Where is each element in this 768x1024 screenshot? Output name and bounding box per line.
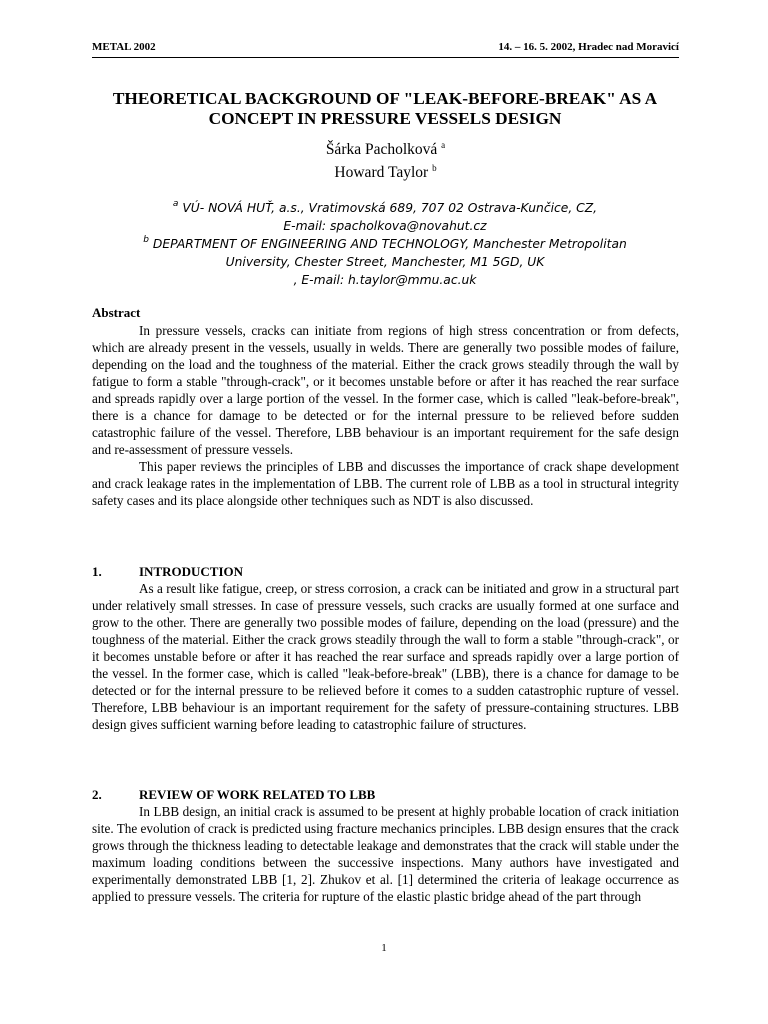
author-1-name: Šárka Pacholková [325, 141, 438, 158]
conference-date-place: 14. – 16. 5. 2002, Hradec nad Moravicí [498, 41, 679, 53]
author-1-affiliation-mark: a [441, 140, 446, 150]
section-2-heading [92, 787, 375, 803]
author-2-name: Howard Taylor [334, 164, 429, 181]
page-number: 1 [381, 942, 387, 954]
section-2-number: 2. [92, 787, 102, 802]
affiliation-b-mark: b [143, 235, 149, 245]
abstract-body [92, 322, 679, 509]
affiliation-a-mark: a [172, 199, 179, 209]
title-line-1: THEORETICAL BACKGROUND OF "LEAK-BEFORE-BREAK" AS A [112, 89, 658, 108]
section-1-number: 1. [92, 564, 102, 579]
affiliation-b-email: , E-mail: h.taylor@mmu.ac.uk [293, 273, 477, 287]
section-2-paragraph-1: In LBB design, an initial crack is assumed to be present at highly probable location of crack initiation site. The evolution of crack is predicted using fracture mechanics principles. LBB design ensures that the crack grows through the thickness leading to detectable leakage and demonstrates that the crack will stable under the maximum loading conditions between the successive inspections. Many authors have investigated and experimentally demonstrated LBB [1, 2]. Zhukov et al. [1] determined the criteria of leakage occurrence as applied to pressure vessels. The criteria for rupture of the elastic plastic bridge ahead of the part through [92, 804, 679, 904]
section-2-body [92, 803, 679, 905]
abstract-paragraph-1: In pressure vessels, cracks can initiate from regions of high stress concentration or from defects, which are already present in the vessels, usually in welds. There are generally two possible modes of failure, depending on the load and the toughness of the material. Either the crack grows steadily through the wall by fatigue to form a stable "through-crack", or it becomes unstable before or after it has reached the rear surface and spreads rapidly over a large portion of the vessel. In the former case, which is called "leak-before-break", there is a chance for damage to be detected or for the internal pressure to be relieved before sudden catastrophic failure of the vessel. Therefore, LBB behaviour is an important requirement for the safe design and re-assessment of pressure vessels. [92, 323, 679, 457]
conference-name: METAL 2002 [92, 41, 156, 53]
header-rule [92, 57, 679, 58]
abstract-paragraph-2: This paper reviews the principles of LBB and discusses the importance of crack shape development and crack leakage rates in the implementation of LBB. The current role of LBB as a tool in structural integrity safety cases and its place alongside other techniques such as NDT is also discussed. [92, 459, 679, 508]
affiliation-a-email: E-mail: spacholkova@novahut.cz [283, 219, 487, 233]
abstract-heading: Abstract [92, 305, 141, 320]
section-1-paragraph-1: As a result like fatigue, creep, or stress corrosion, a crack can be initiated and grow in a structural part under relatively small stresses. In case of pressure vessels, such cracks are usually formed at one surface and grow to the other. There are generally two possible modes of failure, depending on the load (pressure) and the toughness of the material. Either the crack grows steadily through the wall to form a stable "through-crack", or it becomes unstable before or after it has reached the rear surface and spreads rapidly over a large portion of the vessel. In the former case, which is called "leak-before-break" (LBB), there is a chance for damage to be detected or for the internal pressure to be relieved before it comes to a sudden catastrophic rupture of vessel. Therefore, LBB behaviour is an important requirement for the safety of pressure-containing structures. LBB design gives sufficient warning before leading to catastrophic failure of structures. [92, 581, 679, 732]
title-line-2: CONCEPT IN PRESSURE VESSELS DESIGN [208, 109, 562, 128]
section-1-body [92, 580, 679, 733]
author-1 [92, 141, 679, 159]
section-1-title: INTRODUCTION [139, 564, 244, 579]
affiliation-b-line-2: University, Chester Street, Manchester, M1 5GD, UK [225, 255, 545, 269]
paper-title [80, 89, 690, 129]
affiliation-b-line-1: $^b$ DEPARTMENT OF ENGINEERING AND TECHNOLOGY, Manchester Metropolitan [143, 235, 627, 251]
author-2-affiliation-mark: b [432, 163, 437, 173]
section-2-title: REVIEW OF WORK RELATED TO LBB [139, 787, 376, 802]
section-1-heading [92, 564, 243, 580]
affiliation-a-line-1: $^a$ VÚ- NOVÁ HUŤ, a.s., Vratimovská 689, 707 02 Ostrava-Kunčice, CZ, [172, 199, 598, 215]
author-2 [92, 164, 679, 182]
